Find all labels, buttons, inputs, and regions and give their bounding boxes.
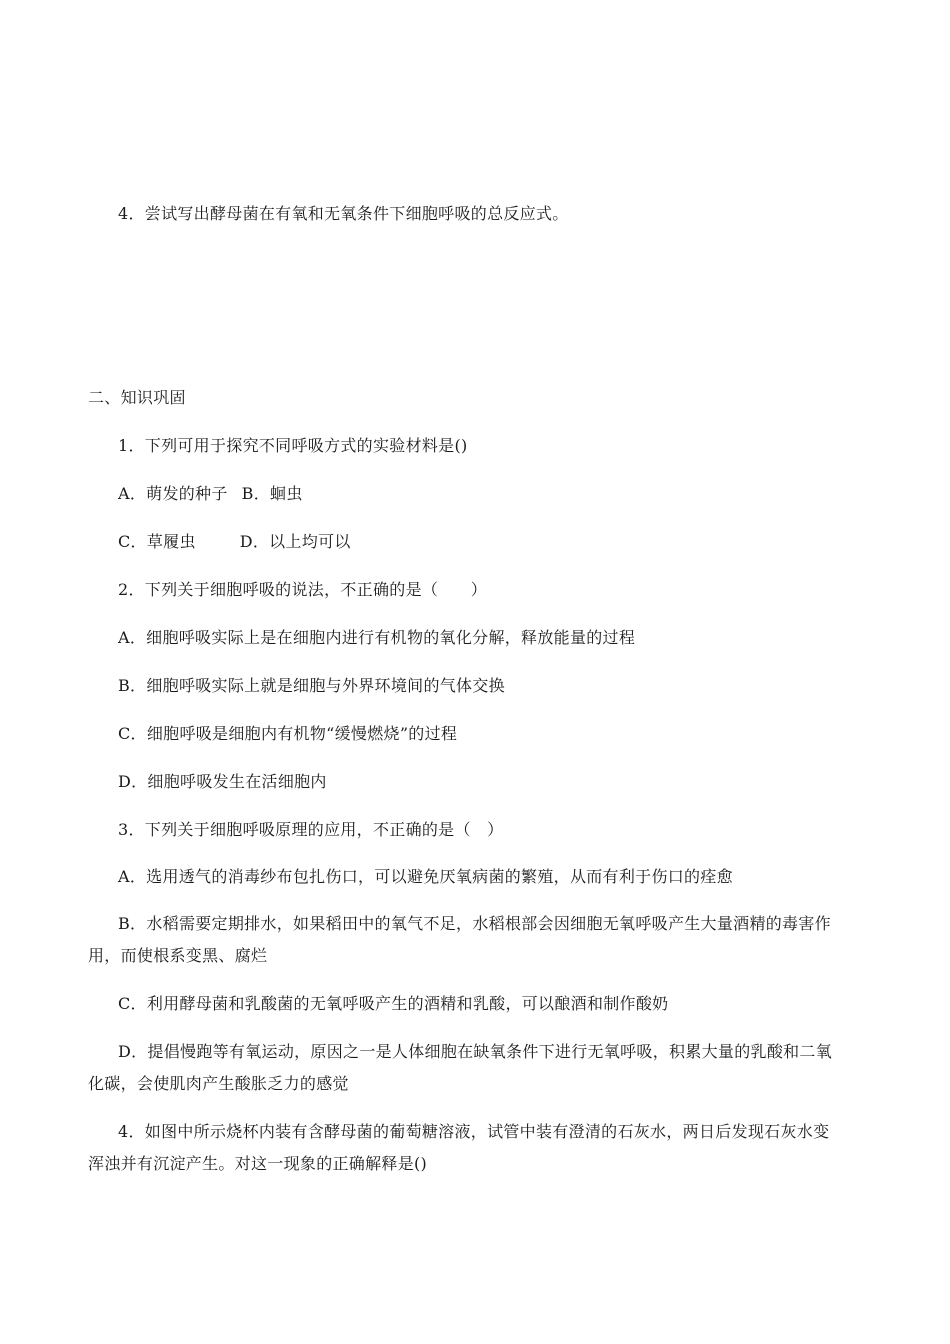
q1-option-a: A．萌发的种子 <box>118 484 228 503</box>
q3-option-b-line2: 用，而使根系变黑、腐烂 <box>88 946 268 965</box>
q2-option-d: D．细胞呼吸发生在活细胞内 <box>118 772 327 791</box>
q3-option-d-line1: D．提倡慢跑等有氧运动，原因之一是人体细胞在缺氧条件下进行无氧呼吸，积累大量的乳酸和二氧 <box>118 1042 833 1061</box>
q3-option-a: A．选用透气的消毒纱布包扎伤口，可以避免厌氧病菌的繁殖，从而有利于伤口的痊愈 <box>118 867 733 886</box>
section-title: 二、知识巩固 <box>88 388 186 407</box>
q1-options-row2 <box>118 532 351 552</box>
q4-stem-line2: 浑浊并有沉淀产生。对这一现象的正确解释是() <box>88 1154 428 1173</box>
q1-options-row1 <box>118 484 303 504</box>
q2-option-b: B．细胞呼吸实际上就是细胞与外界环境间的气体交换 <box>118 676 505 695</box>
prior-question-4: 4．尝试写出酵母菌在有氧和无氧条件下细胞呼吸的总反应式。 <box>118 204 569 223</box>
q1-option-c: C．草履虫 <box>118 532 196 551</box>
q3-stem: 3．下列关于细胞呼吸原理的应用，不正确的是（ ） <box>118 820 504 839</box>
q3-option-d-line2: 化碳，会使肌肉产生酸胀乏力的感觉 <box>88 1074 349 1093</box>
q2-option-c: C．细胞呼吸是细胞内有机物“缓慢燃烧”的过程 <box>118 724 458 743</box>
q2-stem: 2．下列关于细胞呼吸的说法，不正确的是（ ） <box>118 580 488 599</box>
q3-option-c: C．利用酵母菌和乳酸菌的无氧呼吸产生的酒精和乳酸，可以酿酒和制作酸奶 <box>118 994 669 1013</box>
q1-option-d: D．以上均可以 <box>239 532 351 551</box>
q4-stem-line1: 4．如图中所示烧杯内装有含酵母菌的葡萄糖溶液，试管中装有澄清的石灰水，两日后发现石灰水变 <box>118 1122 830 1141</box>
q2-option-a: A．细胞呼吸实际上是在细胞内进行有机物的氧化分解，释放能量的过程 <box>118 628 636 647</box>
q1-option-b: B．蛔虫 <box>241 484 303 503</box>
q1-stem: 1．下列可用于探究不同呼吸方式的实验材料是() <box>118 436 468 455</box>
q3-option-b-line1: B．水稻需要定期排水，如果稻田中的氧气不足，水稻根部会因细胞无氧呼吸产生大量酒精的毒害作 <box>118 914 831 933</box>
